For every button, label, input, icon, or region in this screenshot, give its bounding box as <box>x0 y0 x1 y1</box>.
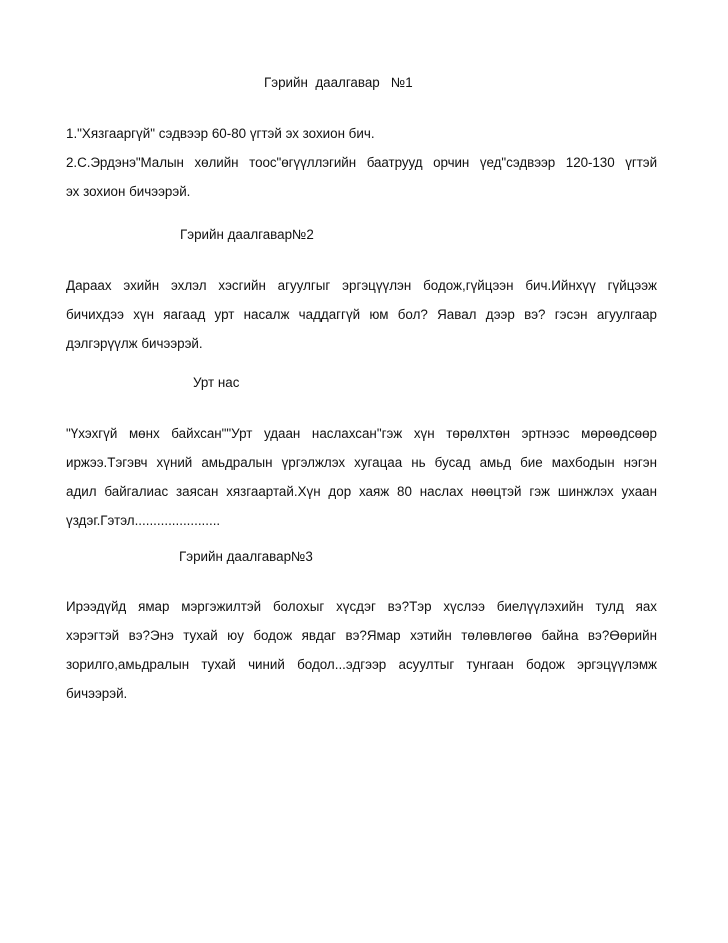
homework-2-line: дэлгэрүүлж бичээрэй. <box>66 336 203 351</box>
text-body-line: "Үхэхгүй мөнх байхсан""Урт удаан наслахсан"гэж хүн төрөлхтөн эртнээс мөрөөдсөөр <box>66 426 657 441</box>
homework-1-line: 2.С.Эрдэнэ"Малын хөлийн тоос"өгүүллэгийн баатрууд орчин үед"сэдвээр 120-130 үгтэй <box>66 155 657 170</box>
homework-1-title: Гэрийн даалгавар №1 <box>264 75 413 90</box>
text-body-line: адил байгалиас заясан хязгаартай.Хүн дор хаяж 80 наслах нөөцтэй гэж шинжлэх ухаан <box>66 484 657 499</box>
homework-3-line: хэрэгтэй вэ?Энэ тухай юу бодож явдаг вэ?Ямар хэтийн төлөвлөгөө байна вэ?Өөрийн <box>66 628 657 643</box>
homework-3-line: зорилго,амьдралын тухай чиний бодол...эдгээр асуултыг тунгаан бодож эргэцүүлэмж <box>66 657 657 672</box>
homework-3-line: бичээрэй. <box>66 686 128 701</box>
text-title: Урт нас <box>193 375 240 390</box>
text-body-line: иржээ.Тэгэвч хүний амьдралын үргэлжлэх хугацаа нь бусад амьд бие махбодын нэгэн <box>66 455 657 470</box>
text-body-line: үздэг.Гэтэл....................... <box>66 513 221 528</box>
homework-2-line: Дараах эхийн эхлэл хэсгийн агуулгыг эргэцүүлэн бодож,гүйцээн бич.Ийнхүү гүйцээж <box>66 278 657 293</box>
homework-1-line: 1."Хязгааргүй" сэдвээр 60-80 үгтэй эх зохион бич. <box>66 126 375 141</box>
homework-3-title: Гэрийн даалгавар№3 <box>179 549 313 564</box>
homework-2-title: Гэрийн даалгавар№2 <box>180 227 314 242</box>
homework-3-body <box>66 592 657 708</box>
text-body <box>66 419 657 535</box>
homework-2-body <box>66 271 657 358</box>
homework-1-line: эх зохион бичээрэй. <box>66 184 191 199</box>
homework-2-line: бичихдээ хүн яагаад урт насалж чаддаггүй юм бол? Яавал дээр вэ? гэсэн агуулгаар <box>66 307 657 322</box>
homework-1-body <box>66 119 657 206</box>
homework-3-line: Ирээдүйд ямар мэргэжилтэй болохыг хүсдэг вэ?Тэр хүслээ биелүүлэхийн тулд яах <box>66 599 657 614</box>
